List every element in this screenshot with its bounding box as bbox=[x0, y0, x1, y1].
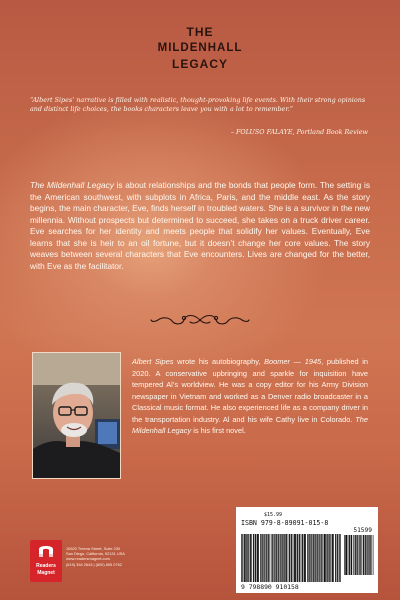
barcode-bar bbox=[285, 534, 286, 582]
barcode-bar bbox=[250, 534, 251, 582]
barcode-bar bbox=[344, 535, 345, 575]
barcode-bar bbox=[308, 534, 309, 582]
barcode-bar bbox=[371, 535, 372, 575]
barcode-bar bbox=[357, 535, 358, 575]
barcode-bar bbox=[262, 534, 263, 582]
address-line: www.readersmagnet.com bbox=[66, 556, 110, 562]
barcode-bar bbox=[251, 534, 252, 582]
barcode-bar bbox=[314, 534, 315, 582]
ean-barcode-bars bbox=[241, 534, 341, 582]
barcode-bar bbox=[365, 535, 366, 575]
barcode-bar bbox=[320, 534, 321, 582]
price-label: $15.99 bbox=[264, 512, 283, 518]
publisher-address bbox=[66, 546, 186, 567]
barcode-bar bbox=[302, 534, 303, 582]
barcode-bar bbox=[245, 534, 246, 582]
barcode-bar bbox=[305, 534, 306, 582]
bio-text: wrote his autobiography, bbox=[173, 357, 265, 366]
barcode-bar bbox=[295, 534, 296, 582]
barcode-bar bbox=[267, 534, 268, 582]
barcode-bar bbox=[284, 534, 285, 582]
barcode-bar bbox=[347, 535, 348, 575]
barcode-bar bbox=[295, 534, 296, 582]
barcode-bar bbox=[289, 534, 290, 582]
barcode-bar bbox=[272, 534, 273, 582]
barcode-bar bbox=[303, 534, 304, 582]
barcode-bar bbox=[242, 534, 243, 582]
barcode-bar bbox=[280, 534, 281, 582]
barcode-bar bbox=[330, 534, 331, 582]
barcode-bar bbox=[244, 534, 245, 582]
barcode-bar bbox=[370, 535, 371, 575]
address-line: San Diego, California, 92131 USA bbox=[66, 551, 125, 557]
barcode-bar bbox=[248, 534, 249, 582]
barcode-bar bbox=[363, 535, 364, 575]
author-bio bbox=[132, 356, 368, 437]
barcode-bar bbox=[346, 535, 347, 575]
barcode-bar bbox=[353, 535, 354, 575]
barcode-bar bbox=[282, 534, 283, 582]
title-line: MILDENHALL bbox=[157, 42, 243, 54]
barcode-bar bbox=[255, 534, 256, 582]
barcode-bar bbox=[335, 534, 336, 582]
author-photo bbox=[32, 352, 121, 479]
barcode-bar bbox=[247, 534, 248, 582]
barcode-bar bbox=[349, 535, 350, 575]
bio-author-name: Albert Sipes bbox=[132, 357, 174, 366]
barcode-bar bbox=[368, 535, 369, 575]
review-quote: “Albert Sipes’ narrative is filled with realistic, thought-provoking life events. With their strong opinions and distinct life choices, the books characters leave you with a lot to remember.” bbox=[30, 96, 366, 113]
barcode-bar bbox=[350, 535, 351, 575]
synopsis-text: is about relationships and the bonds that people form. The setting is the American southwest, with subplots in Africa, Paris, and the middle east. As the story begins, the main character, Eve, finds herself in troubled waters. She is a survivor in the new millennia. Without prospects but determined to succeed, she takes on a truck driver career. Eve searches for her identity and meets people that solidify her values. Eventually, Eve learns that she is heir to an oil fortune, but it doesn’t change her core values. The story weaves between several characters that Eve encounters. Lives are changed for the better, with Eve as the facilitator. bbox=[30, 180, 370, 271]
barcode-bar bbox=[309, 534, 310, 582]
review-attribution: – FOLUSO FALAYE, Portland Book Review bbox=[230, 128, 368, 136]
barcode-bar bbox=[273, 534, 274, 582]
barcode-bar bbox=[289, 534, 290, 582]
barcode-bar bbox=[279, 534, 280, 582]
bio-text: , published in 2020. A conservative upbringing and sparkle for inquisition have tempered Al’s worldview. He was a copy editor for his Army Division newspaper in Vietnam and worked as a Denver radio broadcaster in a Classical music format. He also experienced life as a company driver in the transportation industry. Al and his wife Cathy live in Colorado. bbox=[132, 357, 368, 424]
ean-digits: 9 798890 910158 bbox=[241, 583, 299, 591]
barcode-bar bbox=[266, 534, 267, 582]
barcode-bar bbox=[366, 535, 367, 575]
ornament-divider bbox=[150, 312, 250, 328]
barcode-bar bbox=[254, 534, 255, 582]
barcode-bar bbox=[317, 534, 318, 582]
barcode-bar bbox=[325, 534, 326, 582]
barcode-bar bbox=[338, 534, 339, 582]
barcode-bar bbox=[321, 534, 322, 582]
barcode-bar bbox=[301, 534, 302, 582]
barcode-bar bbox=[355, 535, 356, 575]
barcode-bar bbox=[250, 534, 251, 582]
synopsis-book-title: The Mildenhall Legacy bbox=[30, 180, 114, 190]
barcode-bar bbox=[305, 534, 306, 582]
barcode-bar bbox=[355, 535, 356, 575]
barcode-bar bbox=[293, 534, 294, 582]
barcode-bar bbox=[369, 535, 370, 575]
barcode-bar bbox=[261, 534, 262, 582]
isbn-barcode bbox=[236, 507, 378, 593]
barcode-bar bbox=[276, 534, 277, 582]
barcode-bar bbox=[241, 534, 242, 582]
barcode-bar bbox=[258, 534, 259, 582]
barcode-bar bbox=[294, 534, 295, 582]
barcode-bar bbox=[244, 534, 245, 582]
barcode-bar bbox=[253, 534, 254, 582]
barcode-bar bbox=[340, 534, 341, 582]
barcode-bar bbox=[322, 534, 323, 582]
barcode-bar bbox=[297, 534, 298, 582]
logo-text-bottom: Magnet bbox=[37, 570, 55, 576]
barcode-bar bbox=[281, 534, 282, 582]
barcode-bar bbox=[246, 534, 247, 582]
barcode-bar bbox=[266, 534, 267, 582]
address-line: 10620 Treena Street, Suite 230 bbox=[66, 546, 121, 551]
barcode-bar bbox=[332, 534, 333, 582]
title-line: LEGACY bbox=[171, 57, 228, 71]
barcode-bar bbox=[316, 534, 317, 582]
barcode-bar bbox=[286, 534, 287, 582]
barcode-bar bbox=[328, 534, 329, 582]
barcode-bar bbox=[291, 534, 292, 582]
barcode-bar bbox=[351, 535, 352, 575]
barcode-bar bbox=[260, 534, 261, 582]
price-code: 51599 bbox=[353, 527, 372, 534]
barcode-bar bbox=[268, 534, 269, 582]
barcode-bar bbox=[271, 534, 272, 582]
barcode-bar bbox=[326, 534, 327, 582]
barcode-bar bbox=[336, 534, 337, 582]
publisher-logo bbox=[30, 540, 62, 587]
barcode-bar bbox=[365, 535, 366, 575]
barcode-bar bbox=[307, 534, 308, 582]
barcode-bar bbox=[315, 534, 316, 582]
barcode-bar bbox=[269, 534, 270, 582]
barcode-bar bbox=[337, 534, 338, 582]
synopsis bbox=[30, 180, 370, 272]
barcode-bar bbox=[339, 534, 340, 582]
barcode-bar bbox=[274, 534, 275, 582]
barcode-bar bbox=[258, 534, 259, 582]
barcode-bar bbox=[345, 535, 346, 575]
price-addon-bars bbox=[344, 535, 374, 575]
barcode-bar bbox=[297, 534, 298, 582]
barcode-bar bbox=[324, 534, 325, 582]
logo-text-top: Readers bbox=[36, 563, 56, 569]
address-line: (619) 354 2643 | (800) 805 0762 bbox=[66, 561, 122, 567]
barcode-bar bbox=[299, 534, 300, 582]
barcode-bar bbox=[324, 534, 325, 582]
barcode-bar bbox=[277, 534, 278, 582]
bio-novel-title: The Mildenhall Legacy bbox=[132, 414, 368, 435]
barcode-bar bbox=[373, 535, 374, 575]
barcode-bar bbox=[329, 534, 330, 582]
barcode-bar bbox=[257, 534, 258, 582]
barcode-bar bbox=[318, 534, 319, 582]
barcode-bar bbox=[332, 534, 333, 582]
barcode-bar bbox=[304, 534, 305, 582]
barcode-bar bbox=[360, 535, 361, 575]
barcode-bar bbox=[275, 534, 276, 582]
barcode-bar bbox=[327, 534, 328, 582]
barcode-bar bbox=[313, 534, 314, 582]
barcode-bar bbox=[313, 534, 314, 582]
barcode-bar bbox=[359, 535, 360, 575]
barcode-bar bbox=[291, 534, 292, 582]
bio-text: is his first novel. bbox=[191, 426, 246, 435]
barcode-bar bbox=[333, 534, 334, 582]
barcode-bar bbox=[367, 535, 368, 575]
barcode-bar bbox=[278, 534, 279, 582]
barcode-bar bbox=[299, 534, 300, 582]
barcode-bar bbox=[311, 534, 312, 582]
barcode-bar bbox=[352, 535, 353, 575]
barcode-bar bbox=[256, 534, 257, 582]
barcode-bar bbox=[319, 534, 320, 582]
barcode-bar bbox=[263, 534, 264, 582]
barcode-bar bbox=[287, 534, 288, 582]
barcode-bar bbox=[356, 535, 357, 575]
barcode-bar bbox=[283, 534, 284, 582]
bio-autobiography-title: Boomer — 1945 bbox=[264, 357, 322, 366]
barcode-bar bbox=[310, 534, 311, 582]
isbn-number: ISBN 979-8-89091-015-8 bbox=[241, 519, 329, 527]
barcode-bar bbox=[363, 535, 364, 575]
barcode-bar bbox=[264, 534, 265, 582]
barcode-bar bbox=[361, 535, 362, 575]
title-line: THE bbox=[186, 25, 214, 39]
barcode-bar bbox=[348, 535, 349, 575]
barcode-bar bbox=[358, 535, 359, 575]
